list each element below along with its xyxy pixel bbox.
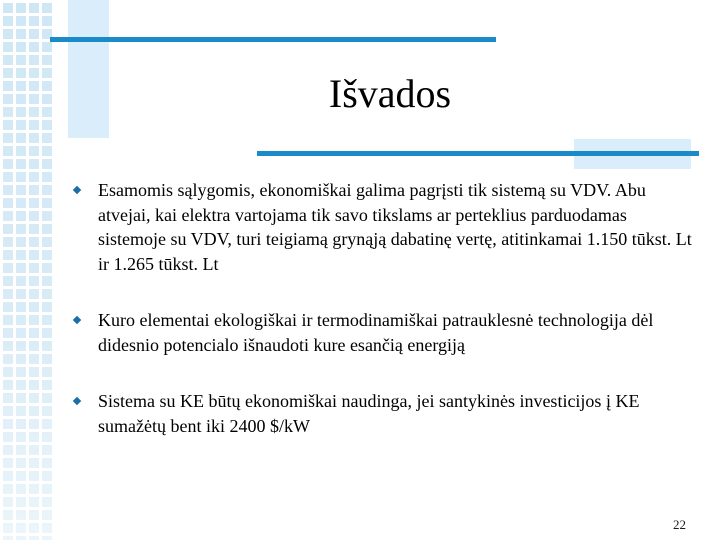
bullet-item xyxy=(72,389,692,438)
decorative-grid-fade xyxy=(0,0,52,540)
bullet-list xyxy=(72,178,692,438)
bullet-item xyxy=(72,308,692,357)
decorative-light-block-top xyxy=(68,0,109,138)
diamond-bullet-icon xyxy=(73,397,81,405)
diamond-bullet-icon xyxy=(73,316,81,324)
bullet-text: Esamomis sąlygomis, ekonomiškai galima pagrįsti tik sistemą su VDV. Abu atvejai, kai elektra vartojama tik savo tikslams ar perteklius parduodamas sistemoje su VDV, turi teigiamą grynąją dabatinę vertę, atitinkamai 1.150 tūkst. Lt ir 1.265 tūkst. Lt xyxy=(98,180,692,274)
top-rule xyxy=(50,37,496,42)
diamond-bullet-icon xyxy=(73,186,81,194)
slide-title: Išvados xyxy=(328,71,452,116)
bullet-text: Sistema su KE būtų ekonomiškai naudinga, jei santykinės investicijos į KE sumažėtų bent iki 2400 $/kW xyxy=(98,391,640,436)
title-underline-rule xyxy=(257,151,699,156)
bullet-item xyxy=(72,178,692,276)
bullet-text: Kuro elementai ekologiškai ir termodinamiškai patrauklesnė technologija dėl didesnio potencialo išnaudoti kure esančią energiją xyxy=(98,310,654,355)
page-number: 22 xyxy=(673,517,686,532)
